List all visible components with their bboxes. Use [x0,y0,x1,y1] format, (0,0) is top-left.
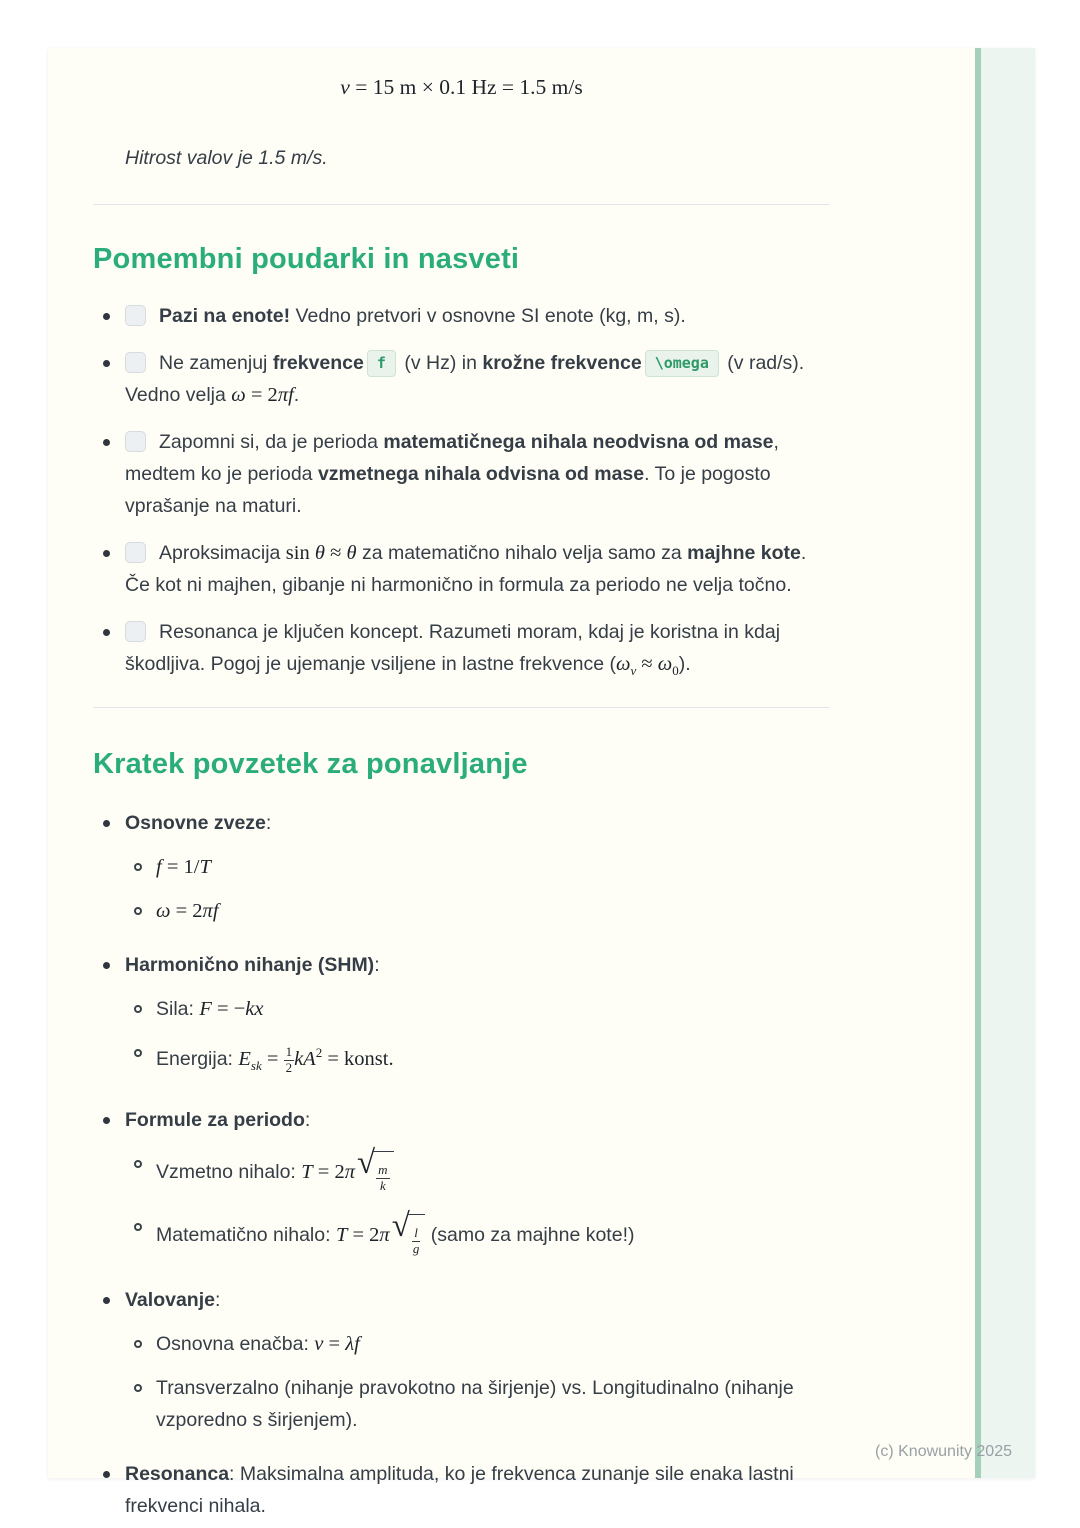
circle-bullet-icon [134,1384,142,1392]
bullet-icon [103,1297,110,1304]
tips-checklist [93,300,830,687]
circle-bullet-icon [134,863,142,871]
bullet-icon [103,313,110,320]
display-equation [93,72,830,102]
section-divider [93,204,830,205]
circle-bullet-icon [134,1160,142,1168]
circle-bullet-icon [134,1223,142,1231]
checklist-item: Aproksimacija sin θ ≈ θ za matematično nihalo velja samo za majhne kote. Če kot ni majhen, gibanje ni harmonično in formula za periodo ne velja točno. [93,537,830,601]
summary-sublist [125,1145,830,1262]
fraction: $\frac{m}{k}$ [378,1161,388,1193]
checklist-item: Zapomni si, da je perioda matematičnega nihala neodvisna od mase, medtem ko je perioda vzmetnega nihala odvisna od mase. To je pogosto vprašanje na maturi. [93,426,830,522]
radical-icon: √ [391,1208,410,1245]
fraction: $\frac{l}{g}$ [412,1224,420,1256]
summary-group-periode: Formule za periodo: Vzmetno nihalo: T = 2π √ $\frac{m}{k}$ Matematično nihalo: T = 2π √ $\frac{l}{g}$ (samo za majhne kote!) [93,1104,830,1262]
bullet-icon [103,550,110,557]
inline-math: F = −kx [199,998,264,1021]
summary-group-valovanje: Valovanje: Osnovna enačba: v = λf Transverzalno (nihanje pravokotno na širjenje) vs. Longitudinalno (nihanje vzporedno s širjenjem). [93,1284,830,1436]
checklist-item: Pazi na enote! Vedno pretvori v osnovne SI enote (kg, m, s). [93,300,830,332]
radical-icon: √ [357,1145,376,1182]
bullet-icon [103,962,110,969]
summary-group-shm: Harmonično nihanje (SHM): Sila: F = −kx Energija: $E_{sk}$ = $\frac{1}{2}$ $kA^2$ = konst. [93,949,830,1082]
checklist-item: Ne zamenjuj frekvence f (v Hz) in krožne frekvence \omega (v rad/s). Vedno velja ω = 2πf. [93,347,830,411]
inline-math: v = λf [314,1333,360,1356]
code-chip-omega: \omega [645,350,719,377]
inline-math: f = 1/T [156,856,211,879]
summary-subitem: Matematično nihalo: T = 2π √ $\frac{l}{g}$ (samo za majhne kote!) [125,1211,830,1262]
inline-math: sin θ ≈ θ [285,542,357,564]
circle-bullet-icon [134,1005,142,1013]
square-root [391,1208,426,1262]
section-divider [93,707,830,708]
summary-subitem: Energija: $E_{sk}$ = $\frac{1}{2}$ $kA^2$ = konst. [125,1037,830,1082]
circle-bullet-icon [134,1340,142,1348]
bullet-icon [103,360,110,367]
fraction: $\frac{1}{2}$ [285,1043,293,1075]
bullet-icon [103,1117,110,1124]
inline-math: ω = 2πf [156,900,219,923]
inline-math: T = 2π √ $\frac{m}{k}$ [301,1161,393,1183]
summary-sublist [125,851,830,927]
document-content [48,48,830,1522]
document-card [48,48,1035,1518]
summary-subitem: Vzmetno nihalo: T = 2π √ $\frac{m}{k}$ [125,1148,830,1199]
checkbox-icon[interactable] [125,431,146,452]
inline-math: $\omega_v \approx \omega_0$ [616,653,679,679]
summary-group-resonanca: Resonanca: Maksimalna amplituda, ko je frekvenca zunanje sile enaka lastni frekvenci nihala. [93,1458,830,1522]
summary-subitem: Transverzalno (nihanje pravokotno na širjenje) vs. Longitudinalno (nihanje vzporedno s širjenjem). [125,1372,830,1436]
bullet-icon [103,1471,110,1478]
summary-subitem: Osnovna enačba: v = λf [125,1328,830,1360]
bullet-icon [103,629,110,636]
summary-group-osnovne-zveze: Osnovne zveze: f = 1/T ω = 2πf [93,807,830,927]
equation-body: = 15 m × 0.1 Hz = 1.5 m/s [349,75,583,99]
summary-list [93,807,830,1522]
inline-math: ω = 2πf [231,384,294,406]
code-chip-f: f [367,350,396,377]
checkbox-icon[interactable] [125,352,146,373]
summary-subitem: Sila: F = −kx [125,993,830,1025]
section-title-summary: Kratek povzetek za ponavljanje [93,748,528,781]
result-note: Hitrost valov je 1.5 m/s. [125,147,328,169]
side-stripe [981,48,1035,1478]
summary-subitem [125,851,830,883]
square-root [357,1145,394,1199]
checklist-item: Resonanca je ključen koncept. Razumeti moram, kdaj je koristna in kdaj škodljiva. Pogoj je ujemanje vsiljene in lastne frekvence $(\omega_v \approx \omega_0)$. [93,616,830,687]
section-title-tips: Pomembni poudarki in nasveti [93,243,520,275]
summary-sublist [125,993,830,1082]
bullet-icon [103,820,110,827]
circle-bullet-icon [134,907,142,915]
summary-sublist [125,1328,830,1436]
checkbox-icon[interactable] [125,542,146,563]
checkbox-icon[interactable] [125,305,146,326]
equation-variable: v [340,75,350,99]
inline-math: $E_{sk}$ = $\frac{1}{2}$ $kA^2$ = konst. [238,1043,394,1075]
circle-bullet-icon [134,1049,142,1057]
bullet-icon [103,439,110,446]
copyright-credit: (c) Knowunity 2025 [875,1443,1012,1460]
checkbox-icon[interactable] [125,621,146,642]
inline-math: T = 2π √ $\frac{l}{g}$ [336,1224,425,1246]
summary-subitem [125,895,830,927]
